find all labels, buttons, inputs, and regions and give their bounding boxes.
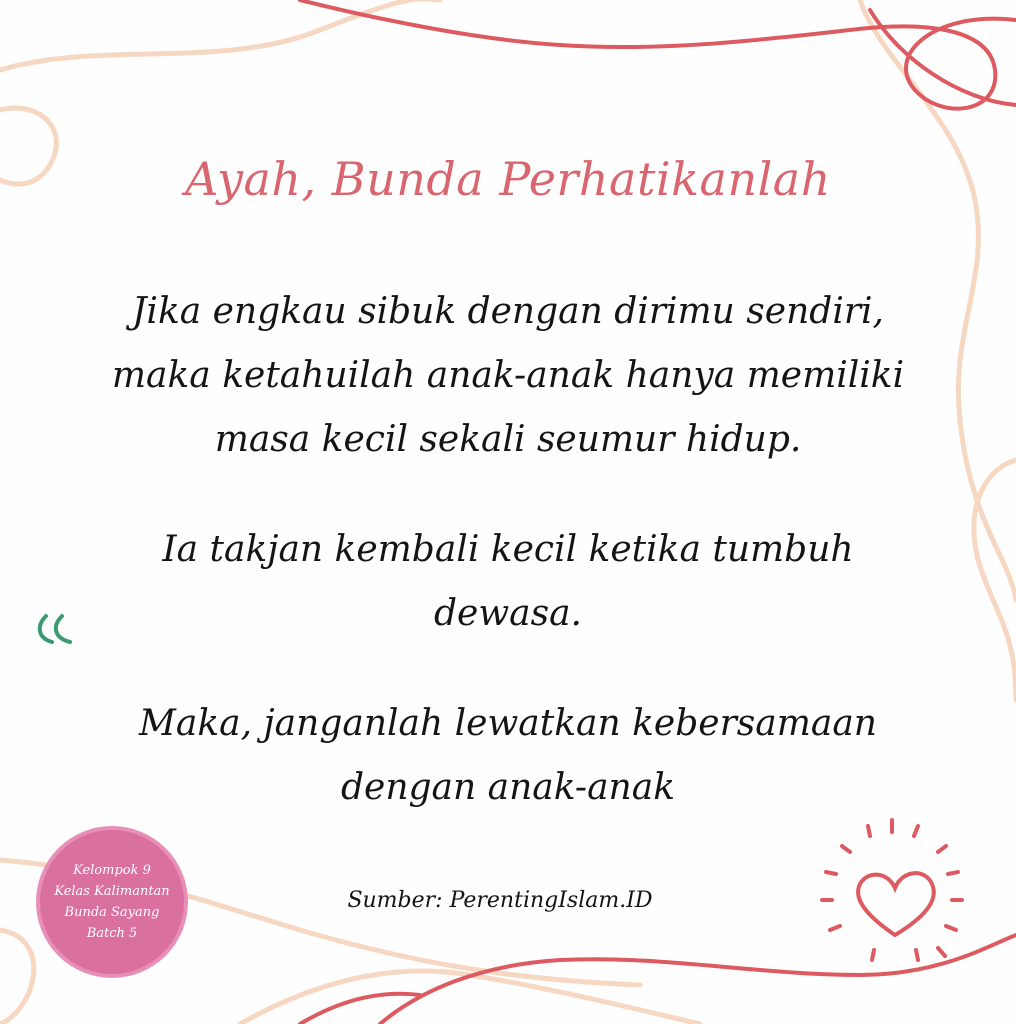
quote-line: dewasa. [433,593,582,634]
quote-line: Maka, janganlah lewatkan kebersamaan [139,703,877,744]
quote-paragraph-3 [80,692,936,820]
quote-paragraph-1 [80,280,936,472]
badge-line: Kelompok 9 [73,863,151,878]
badge-line: Kelas Kalimantan [54,884,170,899]
quote-line: maka ketahuilah anak-anak hanya memiliki [111,355,905,396]
badge-line: Batch 5 [86,926,138,941]
source-credit: Sumber: PerentingIslam.ID [347,888,653,913]
page-title: Ayah, Bunda Perhatikanlah [185,152,831,206]
quote-line: dengan anak-anak [340,767,676,808]
quote-mark-icon [40,616,70,642]
quote-line: Ia takjan kembali kecil ketika tumbuh [162,529,854,570]
badge-line: Bunda Sayang [64,905,160,920]
group-badge [36,826,188,978]
quote-line: masa kecil sekali seumur hidup. [214,419,802,460]
quote-paragraph-2 [80,518,936,646]
quote-line: Jika engkau sibuk dengan dirimu sendiri, [132,291,884,332]
